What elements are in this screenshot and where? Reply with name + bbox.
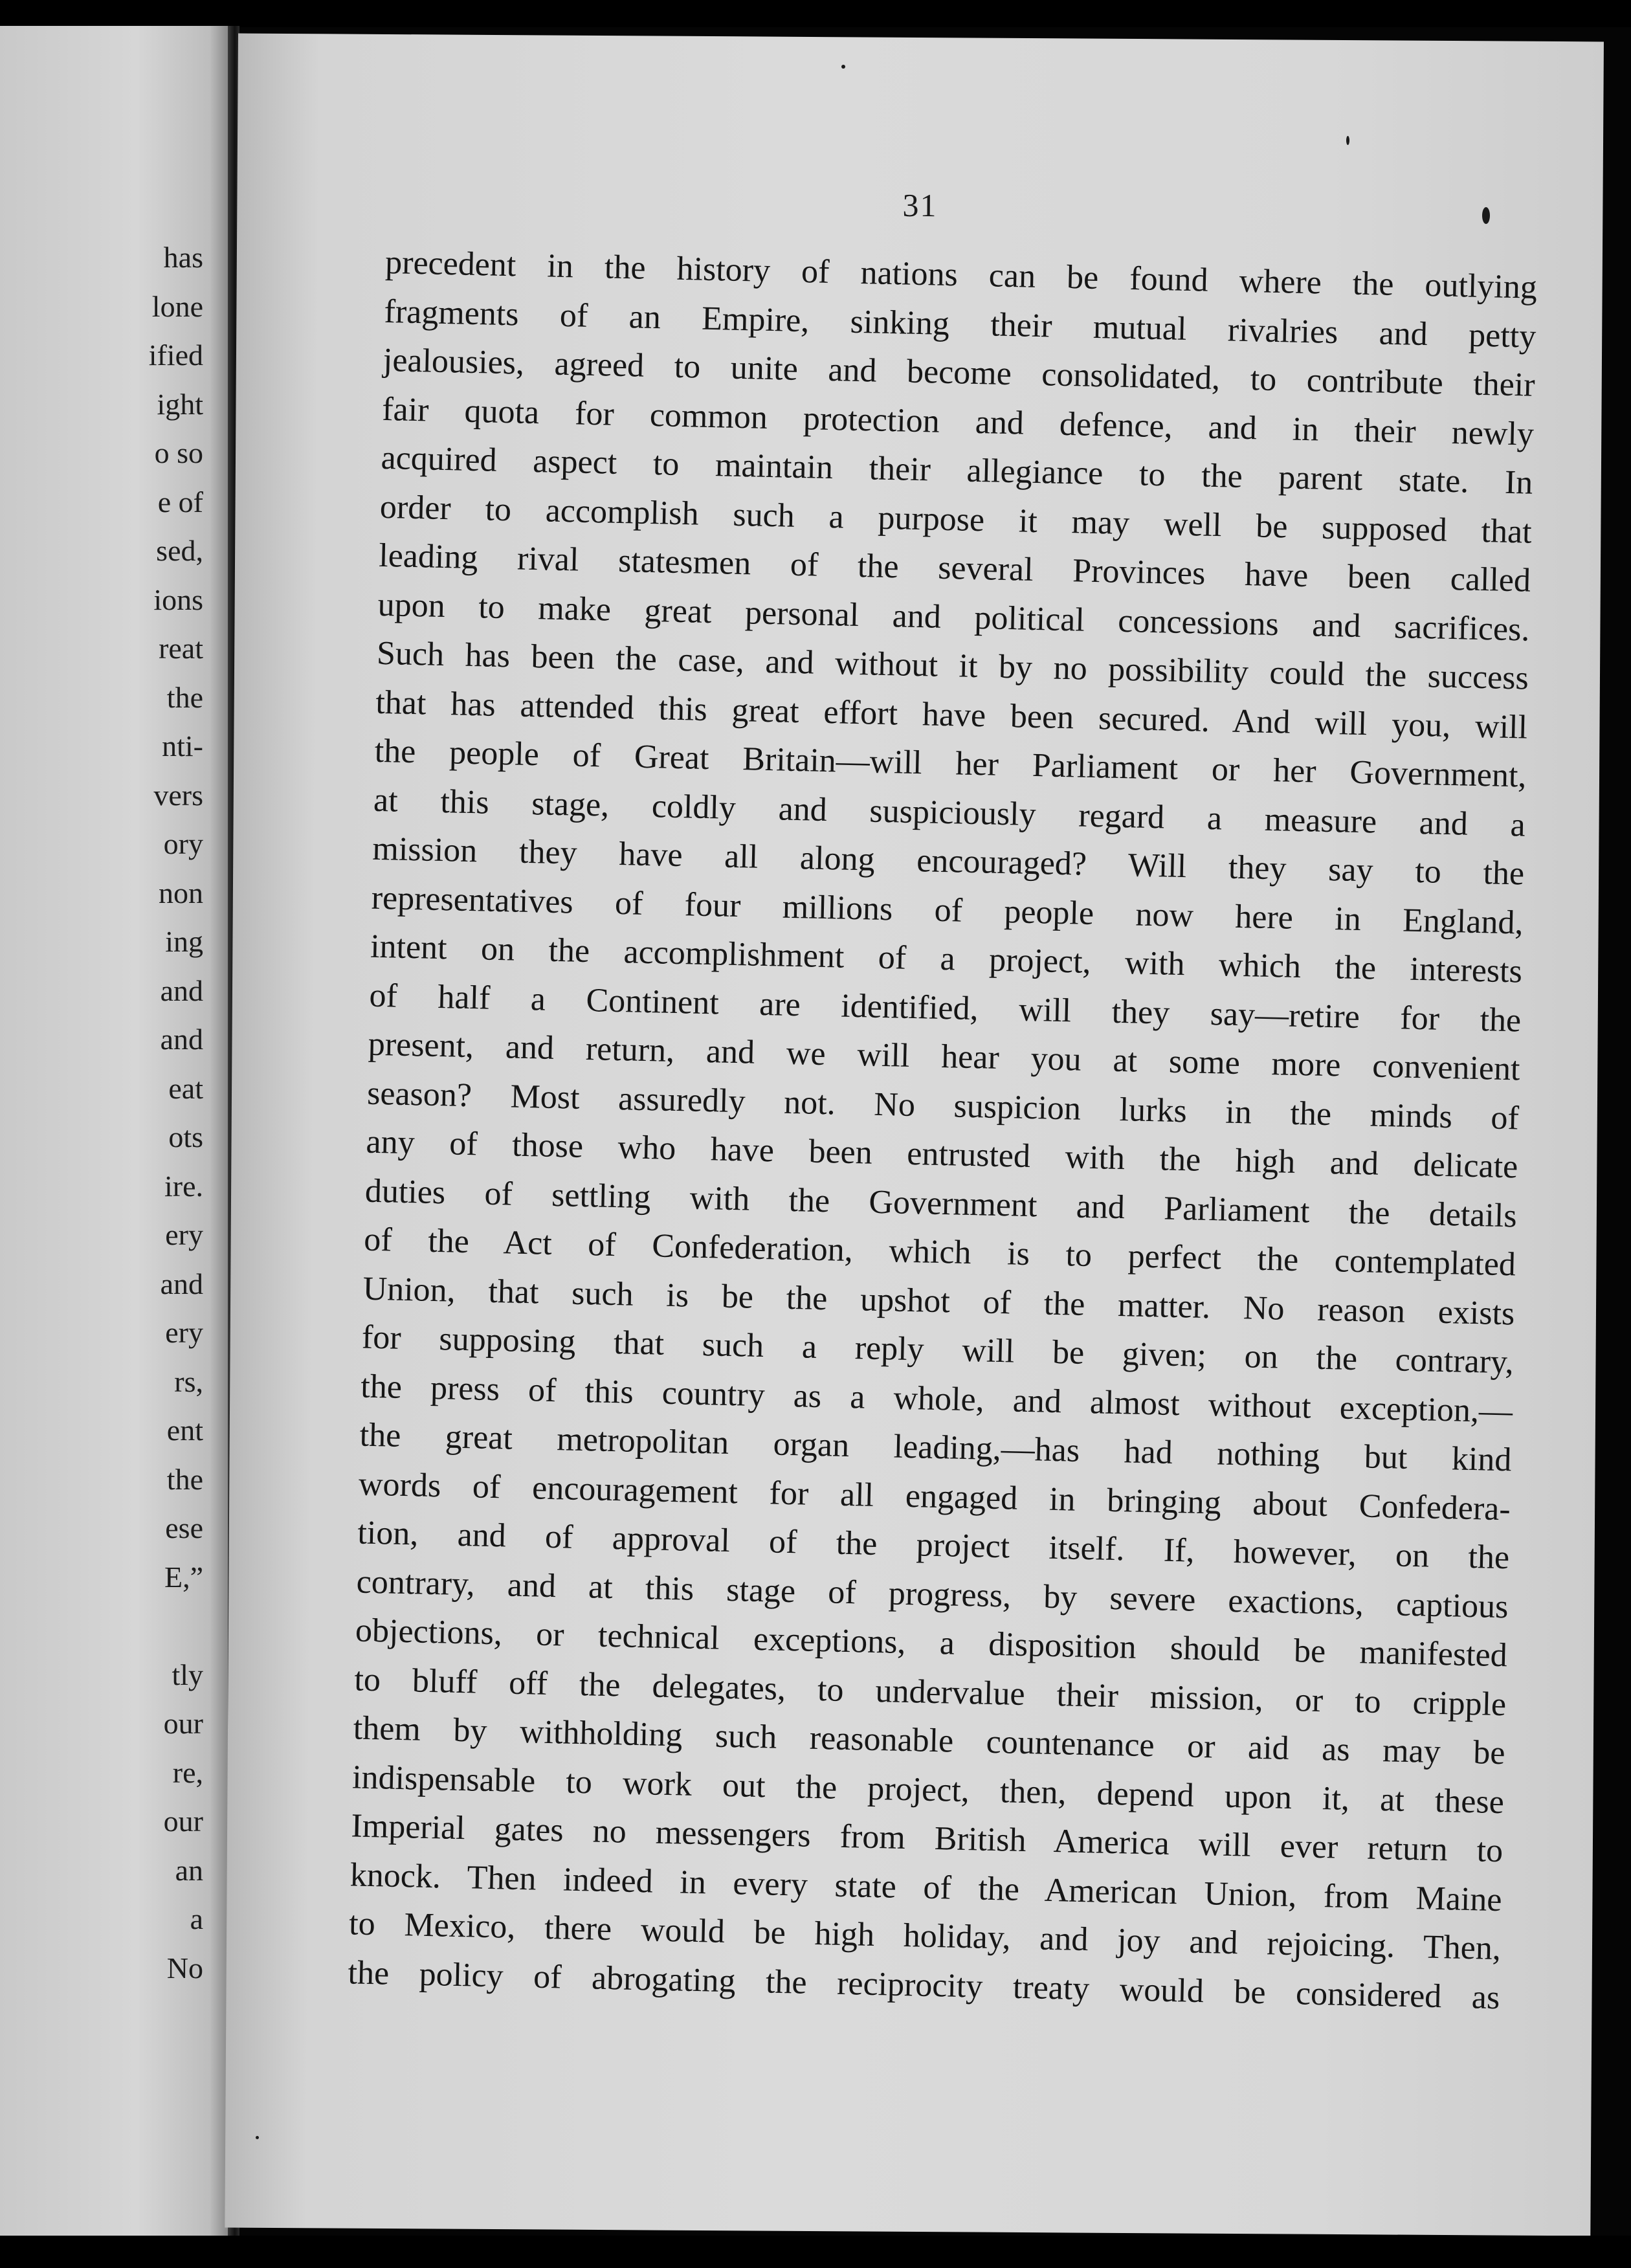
right-page (225, 34, 1604, 2236)
text-line: of half a Continent are identified, will they say—retire for the (368, 977, 1522, 1039)
text-line: the policy of abrogating the reciprocity treaty would be considered as (348, 1953, 1500, 2016)
text-line: indispensable to work out the project, then, depend upon it, at these (351, 1758, 1505, 1821)
body-text (348, 238, 1538, 2022)
text-line: fragments of an Empire, sinking their mutual rivalries and petty (384, 293, 1537, 355)
left-page-line-ending: an (175, 1853, 203, 1887)
text-line: upon to make great personal and political concessions and sacrifices. (377, 586, 1530, 649)
text-line: mission they have all along encouraged? Will they say to the (372, 830, 1525, 893)
text-line: Union, that such is be the upshot of the matter. No reason exists (362, 1270, 1515, 1332)
left-page-line-ending: ions (153, 583, 203, 616)
left-page-line-ending: reat (159, 632, 203, 665)
left-page-line-ending: ent (166, 1414, 203, 1447)
left-page-line-ending: nti- (162, 729, 203, 762)
text-line: for supposing that such a reply will be given; on the contrary, (361, 1318, 1514, 1381)
text-line: jealousies, agreed to unite and become consolidated, to contribute their (383, 341, 1536, 404)
left-page-line-ending: sed, (156, 534, 203, 567)
text-line: intent on the accomplishment of a project, with which the interests (370, 928, 1523, 990)
left-page-line-ending: the (166, 1462, 203, 1496)
left-page-line-ending: ight (157, 387, 203, 421)
text-line: leading rival statesmen of the several Provinces have been called (378, 537, 1531, 599)
text-line: fair quota for common protection and defence, and in their newly (381, 390, 1535, 453)
left-page-line-ending: and (160, 973, 203, 1007)
text-line: Such has been the case, and without it by no possibility could the success (376, 634, 1529, 697)
text-line: tion, and of approval of the project itself. If, however, on the (357, 1514, 1510, 1577)
left-page-line-ending: o so (154, 436, 203, 469)
text-line: knock. Then indeed in every state of the American Union, from Maine (350, 1856, 1503, 1918)
text-line: of the Act of Confederation, which is to perfect the contemplated (363, 1221, 1516, 1284)
text-line: any of those who have been entrusted with the high and delicate (366, 1123, 1518, 1186)
left-page-line-ending (149, 1601, 203, 1651)
left-page-line-ending: ing (165, 925, 203, 958)
left-page-line-ending: ire. (164, 1169, 203, 1203)
text-line: present, and return, and we will hear you at some more convenient (368, 1025, 1521, 1088)
text-line: at this stage, coldly and suspiciously regard a measure and a (373, 781, 1526, 844)
left-page-line-ending: lone (151, 289, 203, 323)
text-line: order to accomplish such a purpose it may well be supposed that (379, 488, 1533, 551)
left-page-line-ending: ots (168, 1120, 203, 1153)
text-line: the press of this country as a whole, and almost without exception,— (360, 1368, 1513, 1430)
left-page (0, 26, 228, 2243)
left-page-line-ending: and (160, 1023, 203, 1056)
left-page-line-ending: ified (148, 339, 203, 372)
text-line: to Mexico, there would be high holiday, and joy and rejoicing. Then, (348, 1905, 1502, 1968)
text-line: acquired aspect to maintain their allegiance to the parent state. In (381, 439, 1533, 502)
left-page-line-ending: vers (153, 778, 203, 812)
scan-speck (256, 2136, 259, 2139)
text-line: representatives of four millions of people now here in England, (371, 879, 1524, 942)
left-page-line-ending: eat (168, 1071, 203, 1105)
left-page-text-fragments (149, 233, 203, 1992)
left-page-line-ending: ery (165, 1316, 203, 1349)
left-page-line-ending: rs, (174, 1364, 203, 1398)
left-page-line-ending: and (160, 1267, 203, 1300)
page-number: 31 (902, 186, 938, 224)
text-line: them by withholding such reasonable countenance or aid as may be (353, 1709, 1506, 1772)
left-page-line-ending: ese (165, 1511, 203, 1544)
scan-speck (1482, 207, 1490, 224)
text-line: words of encouragement for all engaged in bringing about Confedera- (358, 1465, 1511, 1528)
text-line: season? Most assuredly not. No suspicion lurks in the minds of (366, 1074, 1520, 1137)
text-line: Imperial gates no messengers from British America will ever return to (350, 1807, 1503, 1870)
left-page-line-ending: re, (172, 1755, 203, 1789)
text-line: objections, or technical exceptions, a disposition should be manifested (355, 1612, 1508, 1674)
text-line: the great metropolitan organ leading,—has had nothing but kind (359, 1416, 1512, 1479)
left-page-line-ending: ory (163, 827, 203, 860)
scan-border-top (0, 0, 1631, 27)
text-line: contrary, and at this stage of progress, by severe exactions, captious (356, 1562, 1509, 1625)
scan-speck (1346, 136, 1349, 145)
left-page-line-ending: E,” (164, 1560, 203, 1594)
text-line: duties of settling with the Government and Parliament the details (364, 1172, 1518, 1234)
left-page-line-ending: ery (165, 1218, 203, 1251)
text-line: that has attended this great effort have been secured. And will you, will (375, 684, 1528, 746)
text-line: precedent in the history of nations can be found where the outlying (384, 243, 1538, 306)
left-page-line-ending: our (163, 1805, 203, 1838)
left-page-line-ending: No (166, 1951, 203, 1984)
left-page-line-ending: our (163, 1707, 203, 1740)
left-page-line-ending: the (166, 680, 203, 714)
text-line: the people of Great Britain—will her Parliament or her Government, (374, 732, 1527, 795)
scan-border-bottom (0, 2236, 1631, 2268)
left-page-line-ending: e of (157, 485, 203, 518)
left-page-line-ending: non (159, 876, 203, 909)
text-line: to bluff off the delegates, to undervalue their mission, or to cripple (353, 1660, 1507, 1723)
left-page-line-ending: tly (172, 1658, 203, 1691)
scan-speck (841, 65, 845, 69)
left-page-line-ending: a (190, 1902, 203, 1935)
left-page-line-ending: has (163, 241, 203, 274)
